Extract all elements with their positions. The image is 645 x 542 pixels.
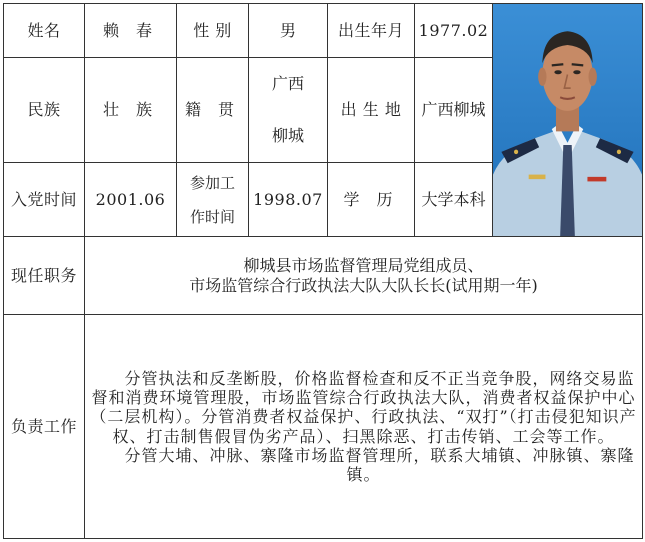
- origin-value: [249, 58, 328, 163]
- birthplace-value: 广西柳城: [415, 58, 493, 163]
- gender-value: 男: [249, 4, 328, 58]
- gender-label: 性 别: [177, 4, 249, 58]
- ethnicity-value: 壮 族: [85, 58, 177, 163]
- work-date-label: [177, 163, 249, 237]
- origin-line-1: 广西: [271, 74, 304, 93]
- party-date-value: 2001.06: [85, 163, 177, 237]
- position-line-1: 柳城县市场监督管理局党组成员、: [243, 256, 484, 276]
- position-value: [85, 237, 643, 315]
- work-label-line-1: 参加工: [189, 173, 235, 192]
- duties-paragraph-2: 分管大埔、冲脉、寨隆市场监督管理所，联系大埔镇、冲脉镇、寨隆镇。: [124, 445, 635, 484]
- origin-line-2: 柳城: [271, 126, 304, 145]
- ethnicity-label: 民族: [4, 58, 85, 163]
- birth-label: 出生年月: [328, 4, 415, 58]
- profile-table: [3, 3, 643, 539]
- name-value: 赖 春: [85, 4, 177, 58]
- education-label: 学 历: [328, 163, 415, 237]
- duties-value: [85, 315, 643, 539]
- origin-label: 籍 贯: [177, 58, 249, 163]
- duties-label: 负责工作: [4, 315, 85, 539]
- birthplace-label: 出 生 地: [328, 58, 415, 163]
- duties-paragraph-1: 分管执法和反垄断股，价格监督检查和反不正当竞争股，网络交易监督和消费环境管理股，市场监管综合行政执法大队，消费者权益保护中心（二层机构）。分管消费者权益保护、行政执法、“双打”（打击侵犯知识产权、打击制售假冒伪劣产品）、扫黑除恶、打击传销、工会等工作。: [90, 368, 637, 446]
- position-label: 现任职务: [4, 237, 85, 315]
- portrait-photo-icon: [493, 4, 642, 236]
- party-date-label: 入党时间: [4, 163, 85, 237]
- work-label-line-2: 作时间: [189, 207, 235, 226]
- name-label: 姓名: [4, 4, 85, 58]
- education-value: 大学本科: [415, 163, 493, 237]
- position-line-2: 市场监管综合行政执法大队大队长长(试用期一年): [189, 275, 538, 295]
- portrait-photo: [493, 4, 643, 237]
- work-date-value: 1998.07: [249, 163, 328, 237]
- birth-value: 1977.02: [415, 4, 493, 58]
